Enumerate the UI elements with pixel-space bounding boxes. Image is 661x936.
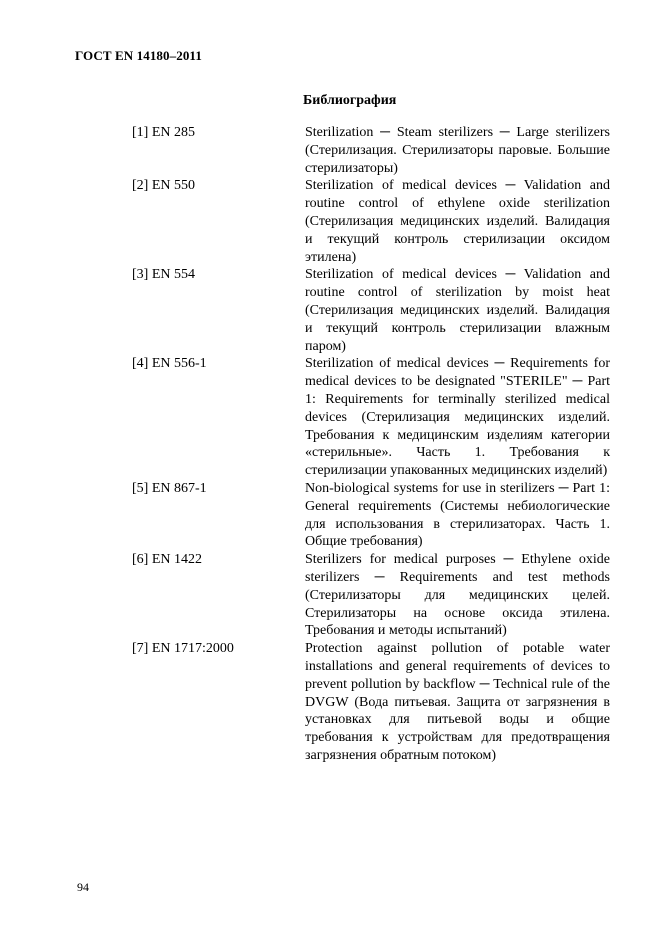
bibliography-text: Sterilization of medical devices ─ Validation and routine control of sterilization by moist heat (Стерилизация медицинских изделий. Валидация и текущий контроль стерилизации влажным паром) (305, 267, 610, 354)
bibliography-entry-7 (0, 640, 661, 765)
bibliography-ref: [3] EN 554 (132, 267, 195, 283)
bibliography-text: Sterilization ─ Steam sterilizers ─ Large sterilizers (Стерилизация. Стерилизаторы паровые. Большие стерилизаторы) (305, 125, 610, 176)
bibliography-entry-3 (0, 266, 661, 355)
bibliography-ref: [6] EN 1422 (132, 552, 202, 568)
bibliography-entry-1 (0, 124, 661, 177)
bibliography-text: Non-biological systems for use in sterilizers ─ Part 1: General requirements (Системы небиологические для использования в стерилизаторах. Часть 1. Общие требования) (305, 480, 610, 550)
bibliography-ref: [5] EN 867-1 (132, 480, 207, 496)
bibliography-list (0, 124, 661, 765)
bibliography-ref: [2] EN 550 (132, 178, 195, 194)
bibliography-ref: [1] EN 285 (132, 125, 195, 140)
bibliography-entry-2 (0, 177, 661, 266)
page-number: 94 (77, 880, 89, 894)
bibliography-entry-6 (0, 551, 661, 640)
document-header: ГОСТ EN 14180–2011 (75, 48, 202, 63)
bibliography-text: Sterilization of medical devices ─ Requirements for medical devices to be designated "STERILE" ─ Part 1: Requirements for terminally sterilized medical devices (Стерилизация медицинских изделий. Требования к медицинским изделиям категории «стерильные». Часть 1. Требования к стерилизации упакованных медицинских изделий) (305, 356, 610, 479)
bibliography-entry-5 (0, 480, 661, 551)
section-title: Библиография (303, 93, 397, 108)
bibliography-ref: [7] EN 1717:2000 (132, 641, 234, 657)
bibliography-text: Sterilizers for medical purposes ─ Ethylene oxide sterilizers ─ Requirements and test methods (Стерилизаторы для медицинских целей. Стерилизаторы на основе оксида этилена. Требования и методы испытаний) (305, 552, 610, 639)
bibliography-entry-4 (0, 355, 661, 480)
bibliography-text: Protection against pollution of potable water installations and general requirements of devices to prevent pollution by backflow ─ Technical rule of the DVGW (Вода питьевая. Защита от загрязнения в установках для питьевой воды и общие требования к устройствам для предотвращения загрязнения обратным потоком) (305, 641, 610, 763)
bibliography-ref: [4] EN 556-1 (132, 356, 207, 372)
bibliography-text: Sterilization of medical devices ─ Validation and routine control of ethylene oxide sterilization (Стерилизация медицинских изделий. Валидация и текущий контроль стерилизации оксидом этилена) (305, 178, 610, 265)
